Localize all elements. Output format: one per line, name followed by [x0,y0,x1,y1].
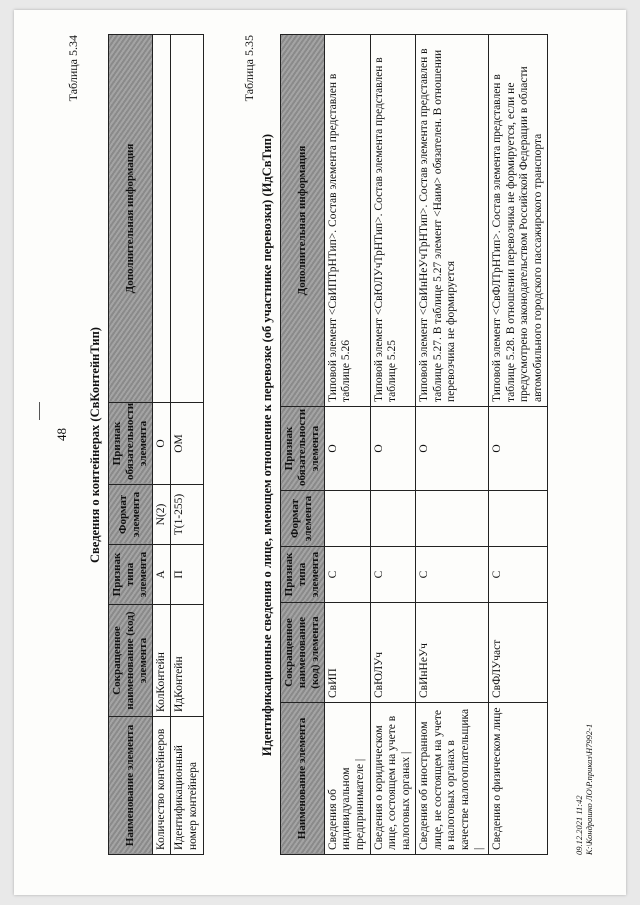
table-cell: О [370,407,416,491]
table-cell: С [370,547,416,603]
footer-path: К:\Кондрашко ЛО\Р.приказ\Н7992-1 [584,723,595,855]
document-footer [574,724,594,855]
table-cell: КолКонтейн [152,605,171,717]
table-cell: ОМ [171,403,203,485]
table-row [416,35,489,855]
table-cell: Сведения о физическом лице [489,703,548,855]
table2 [280,34,548,855]
table-cell: СвИП [324,603,370,703]
table-cell: А [152,545,171,605]
table-row [152,35,171,855]
table-cell: П [171,545,203,605]
document-page [14,10,626,895]
table-row [324,35,370,855]
table1-header: Признак обязательности элемента [109,403,153,485]
table1-header: Формат элемента [109,485,153,545]
table2-header: Сокращенное наименование (код) элемента [281,603,325,703]
table-cell: О [416,407,489,491]
table2-header: Признак обязательности элемента [281,407,325,491]
table-cell: Типовой элемент <СвЮЛУчТрНТип>. Состав элемента представлен в таблице 5.25 [370,35,416,407]
table-cell: Сведения об индивидуальном предпринимателе | [324,703,370,855]
table-cell: Количество контейнеров [152,717,171,855]
table-cell: С [489,547,548,603]
rotated-content [14,10,626,895]
table1-header-row [109,35,153,855]
table-cell [324,491,370,547]
table-cell: С [416,547,489,603]
table-cell [370,491,416,547]
table-cell: Типовой элемент <СвИПТрНТип>. Состав элемента представлен в таблице 5.26 [324,35,370,407]
table1-title: Сведения о контейнерах (СвКонтейнТип) [88,327,102,563]
table-cell: О [324,407,370,491]
table-cell: T(1-255) [171,485,203,545]
table-cell: N(2) [152,485,171,545]
table-cell: Сведения о юридическом лице, состоящем на учете в налоговых органах | [370,703,416,855]
table-row [370,35,416,855]
table-row [489,35,548,855]
footer-timestamp: 09.12.2021 11:42 [574,795,584,855]
table1-header: Наименование элемента [109,717,153,855]
table2-header: Дополнительная информация [281,35,325,407]
table-cell: Сведения об иностранном лице, не состоящем на учете в налоговых органах в качестве налогоплательщика | [416,703,489,855]
table-cell: Типовой элемент <СвФЛТрНТип>. Состав элемента представлен в таблице 5.28. В отношении перевозчика не формируется, если не предусмотрено законодательством Российской Федерации в области автомобильного городского пассажирского транспорта [489,35,548,407]
table-cell [489,491,548,547]
page-number: 48 [54,428,69,441]
table2-header: Наименование элемента [281,703,325,855]
table-cell: СвИнНеУч [416,603,489,703]
table-cell [416,491,489,547]
scan-mark [39,402,40,420]
table1 [108,34,204,855]
table-cell: СвФЛУчаст [489,603,548,703]
table-cell [171,35,203,403]
table1-caption: Таблица 5.34 [66,35,80,102]
table-cell: Типовой элемент <СвИнНеУчТрНТип>. Состав элемента представлен в таблице 5.27. В таблице 5.27 элемент <Наим> обязателен. В отношении перевозчика не формируется [416,35,489,407]
table1-header: Признак типа элемента [109,545,153,605]
table-cell: О [152,403,171,485]
table1-header: Сокращенное наименование (код) элемента [109,605,153,717]
table2-caption: Таблица 5.35 [242,35,256,102]
table-cell: СвЮЛУч [370,603,416,703]
table-cell: С [324,547,370,603]
table-cell: О [489,407,548,491]
table2-header: Формат элемента [281,491,325,547]
table2-title: Идентификационные сведения о лице, имеющем отношение к перевозке (об участнике перевозки) (ИдСвТип) [260,133,274,757]
table-cell: ИдКонтейн [171,605,203,717]
table2-header-row [281,35,325,855]
table1-header: Дополнительная информация [109,35,153,403]
table-cell: Идентификационный номер контейнера [171,717,203,855]
table-cell [152,35,171,403]
table2-header: Признак типа элемента [281,547,325,603]
table-row [171,35,203,855]
